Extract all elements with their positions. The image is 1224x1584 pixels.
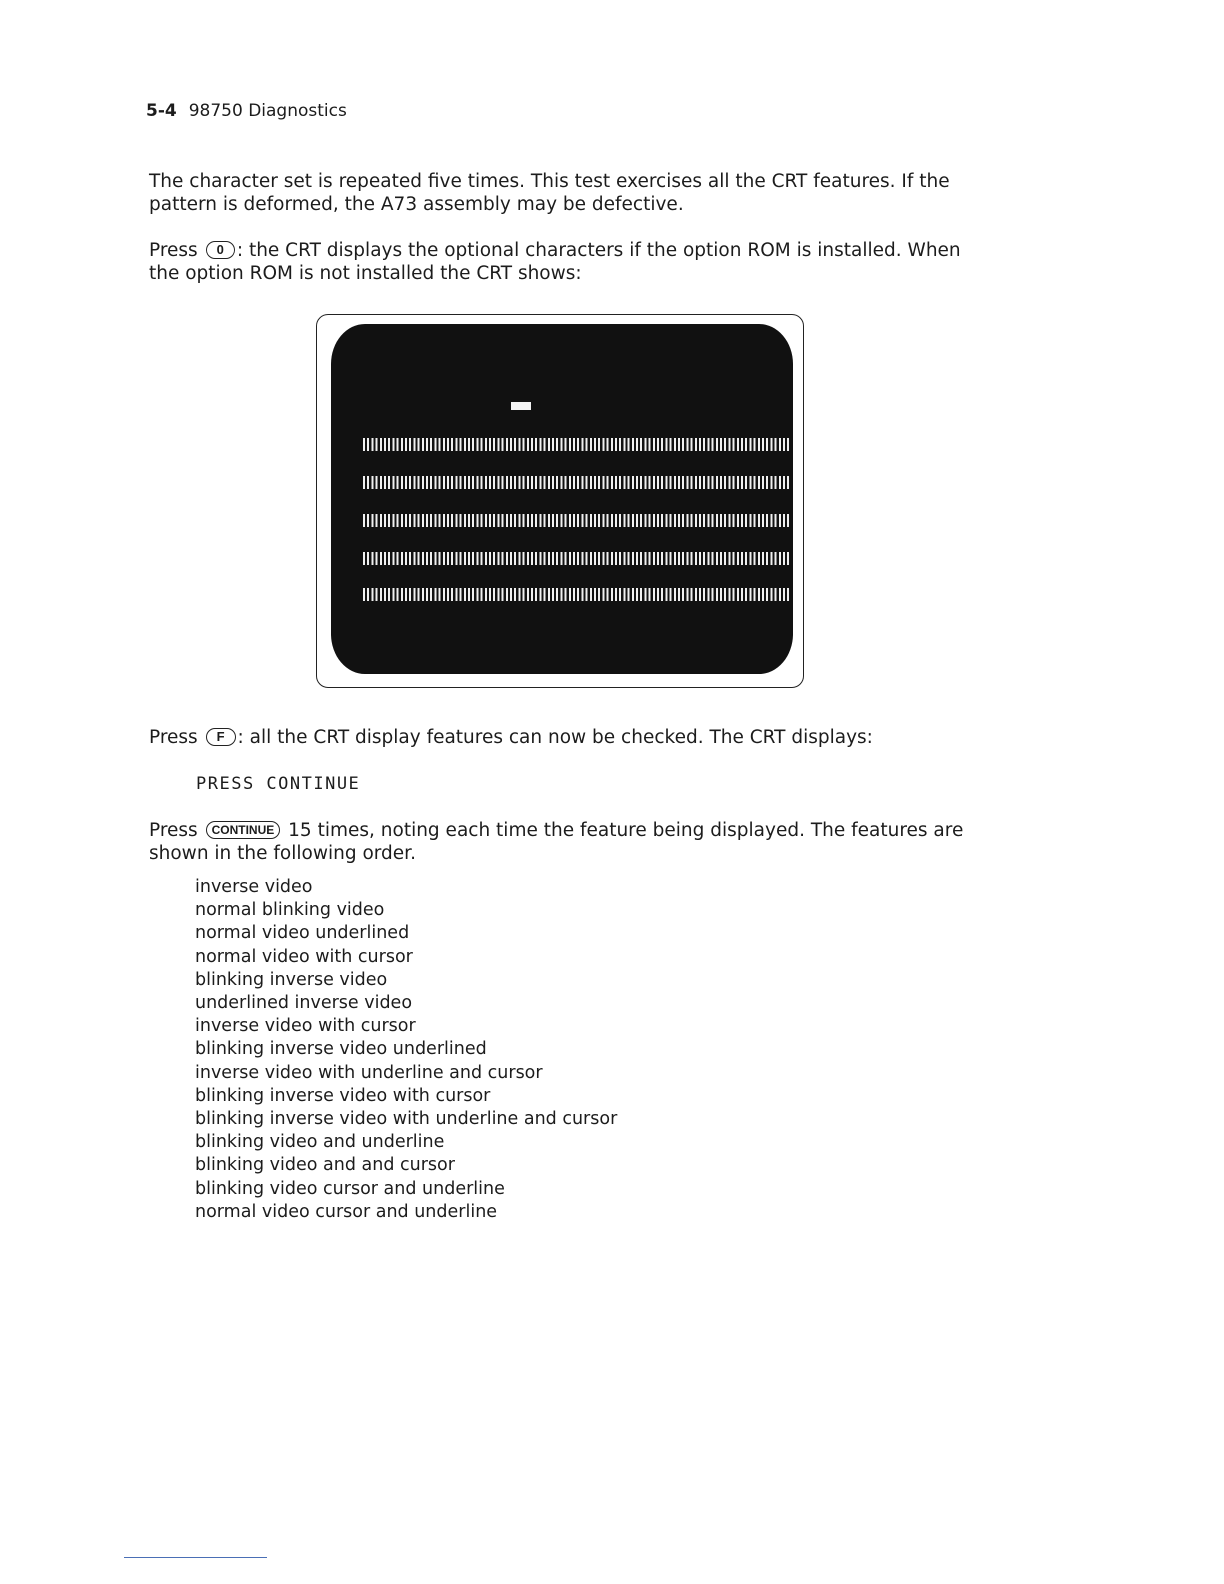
list-item: blinking video and underline xyxy=(195,1132,445,1153)
option-rom-paragraph xyxy=(149,239,979,285)
continue-paragraph xyxy=(149,819,979,865)
list-item: normal video underlined xyxy=(195,923,410,944)
list-item: blinking video and and cursor xyxy=(195,1155,455,1176)
page-header xyxy=(146,101,347,121)
list-item: underlined inverse video xyxy=(195,993,413,1014)
crt-cursor-block xyxy=(511,402,531,410)
press-word: Press xyxy=(149,240,198,261)
crt-char-row xyxy=(363,438,789,451)
list-item: blinking video cursor and underline xyxy=(195,1178,505,1199)
key-0-icon: 0 xyxy=(206,241,235,259)
press-word: Press xyxy=(149,727,198,748)
crt-char-row xyxy=(363,552,789,565)
list-item: blinking inverse video with underline and cursor xyxy=(195,1109,618,1130)
list-item: normal blinking video xyxy=(195,900,385,921)
key-f-icon: F xyxy=(206,728,236,746)
list-item: blinking inverse video xyxy=(195,969,388,990)
crt-char-row xyxy=(363,514,789,527)
list-item: normal video with cursor xyxy=(195,946,413,967)
features-paragraph xyxy=(149,726,979,749)
features-text: : all the CRT display features can now be checked. The CRT displays: xyxy=(237,727,873,748)
list-item: inverse video with underline and cursor xyxy=(195,1062,543,1083)
crt-illustration xyxy=(316,314,804,688)
key-continue-icon: CONTINUE xyxy=(206,821,281,839)
list-item: inverse video with cursor xyxy=(195,1016,416,1037)
list-item: inverse video xyxy=(195,877,313,897)
press-word: Press xyxy=(149,820,198,841)
continue-text: 15 times, noting each time the feature being displayed. The features are shown in the following order. xyxy=(149,820,964,864)
page-title: 98750 Diagnostics xyxy=(188,101,347,121)
crt-message: PRESS CONTINUE xyxy=(196,774,361,794)
intro-paragraph: The character set is repeated five times. This test exercises all the CRT features. If the pattern is deformed, the A73 assembly may be defective. xyxy=(149,171,950,215)
list-item: normal video cursor and underline xyxy=(195,1201,498,1222)
crt-char-row xyxy=(363,476,789,489)
option-rom-text: : the CRT displays the optional characters if the option ROM is installed. When the option ROM is not installed the CRT shows: xyxy=(149,240,961,284)
footer-rule xyxy=(124,1557,267,1558)
list-item: blinking inverse video with cursor xyxy=(195,1085,491,1106)
crt-screen xyxy=(331,324,793,674)
crt-char-row xyxy=(363,588,789,601)
feature-list xyxy=(195,876,617,1224)
page-number: 5-4 xyxy=(146,101,177,121)
list-item: blinking inverse video underlined xyxy=(195,1039,487,1060)
